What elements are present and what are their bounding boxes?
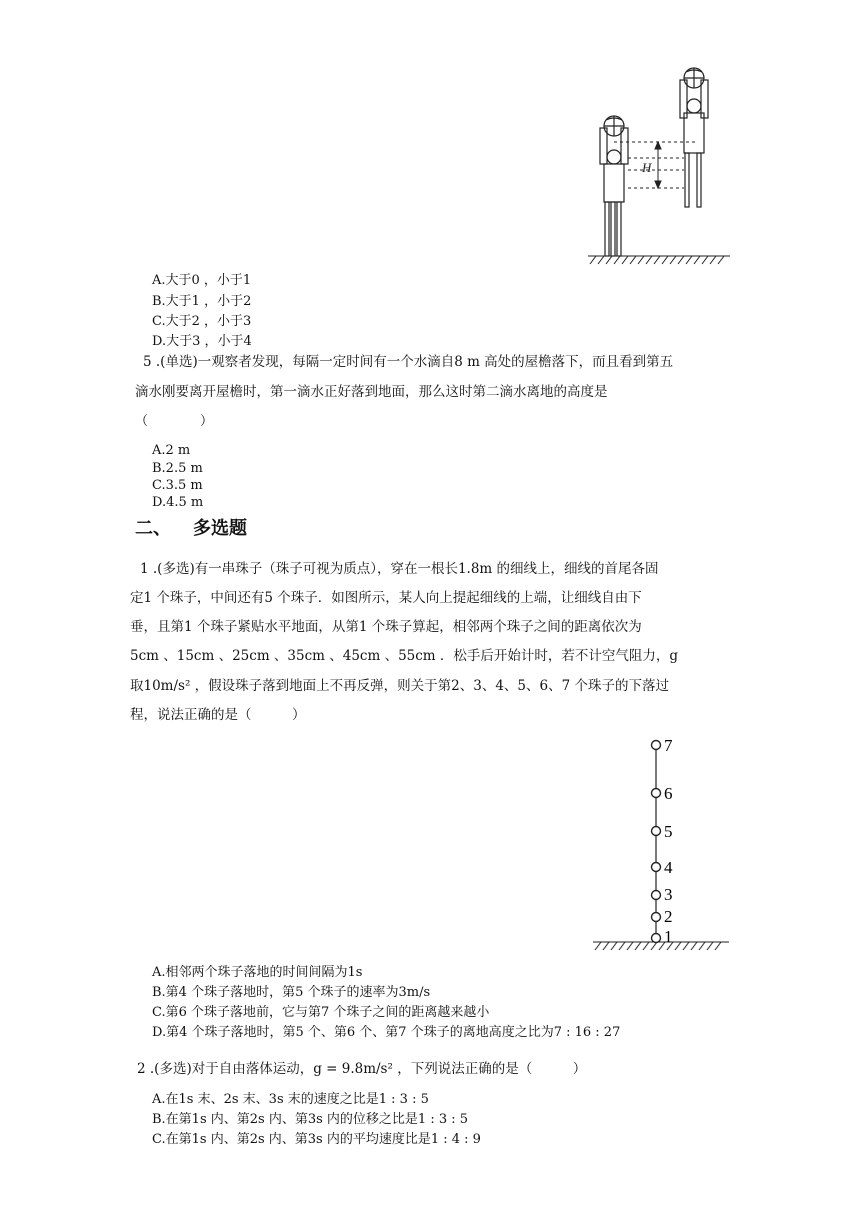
mq2-stem: 2 .(多选)对于自由落体运动，g = 9.8m/s² ，下列说法正确的是（ ） [137, 1061, 587, 1077]
height-label: H [642, 160, 652, 175]
mq1-stem-line5: 取10m/s² ，假设珠子落到地面上不再反弹，则关于第2、3、4、5、6、7 个珠子的下落过 [130, 678, 669, 694]
mq1-option-b: B.第4 个珠子落地时，第5 个珠子的速率为3m/s [152, 985, 431, 1000]
q5-stem-line1: 5 .(单选)一观察者发现，每隔一定时间有一个水滴自8 m 高处的屋檐落下，而且看到第五 [143, 354, 674, 370]
bead-2 [652, 913, 661, 922]
ground-hatch [588, 256, 730, 264]
bead-5 [652, 827, 661, 836]
q5-option-c: C.3.5 m [152, 478, 203, 493]
bead-7 [652, 741, 661, 750]
section-heading [135, 514, 269, 540]
mq1-option-d: D.第4 个珠子落地时，第5 个、第6 个、第7 个珠子的离地高度之比为7 : 16 : 27 [152, 1025, 621, 1040]
mq1-stem-line4: 5cm 、15cm 、25cm 、35cm 、45cm 、55cm ．松手后开始计时，若不计空气阻力，g [130, 648, 679, 664]
bead-label-2: 2 [664, 907, 673, 926]
bead-label-1: 1 [664, 927, 673, 946]
q4-option-b: B.大于1 ，小于2 [152, 294, 252, 309]
ground-hatch [593, 942, 729, 950]
bead-label-6: 6 [664, 784, 673, 803]
jump-figure [580, 60, 740, 270]
q4-option-c: C.大于2 ，小于3 [152, 314, 252, 329]
mq1-stem-line1: 1 .(多选)有一串珠子（珠子可视为质点），穿在一根长1.8m 的细线上，细线的首尾各固 [140, 561, 659, 577]
right-player [680, 68, 708, 207]
bead-3 [652, 891, 661, 900]
height-arrow [655, 142, 661, 188]
section-number: 二、 [135, 518, 171, 539]
q4-option-a: A.大于0 ，小于1 [152, 273, 252, 288]
bead-figure [585, 730, 735, 956]
mq2-option-a: A.在1s 末、2s 末、3s 末的速度之比是1 : 3 : 5 [152, 1092, 429, 1107]
bead-label-5: 5 [664, 822, 673, 841]
mq1-stem-line3: 垂，且第1 个珠子紧贴水平地面，从第1 个珠子算起，相邻两个珠子之间的距离依次为 [130, 619, 642, 635]
q5-option-b: B.2.5 m [152, 461, 203, 476]
left-player [600, 116, 628, 256]
bead-1 [652, 934, 661, 943]
mq1-option-c: C.第6 个珠子落地前，它与第7 个珠子之间的距离越来越小 [152, 1005, 490, 1020]
q5-stem-line2: 滴水刚要离开屋檐时，第一滴水正好落到地面，那么这时第二滴水离地的高度是 [135, 384, 608, 400]
q5-answer-paren: （ ） [135, 414, 214, 429]
bead-label-4: 4 [664, 858, 673, 877]
bead-label-3: 3 [664, 885, 673, 904]
q5-option-d: D.4.5 m [152, 495, 204, 510]
mq1-stem-line6: 程，说法正确的是（ ） [130, 707, 306, 723]
mq2-option-b: B.在第1s 内、第2s 内、第3s 内的位移之比是1 : 3 : 5 [152, 1112, 469, 1127]
mq1-option-a: A.相邻两个珠子落地的时间间隔为1s [152, 965, 363, 980]
bead-4 [652, 863, 661, 872]
section-title: 多选题 [193, 518, 247, 539]
bead-label-7: 7 [664, 736, 673, 755]
q5-option-a: A.2 m [152, 443, 191, 458]
mq2-option-c: C.在第1s 内、第2s 内、第3s 内的平均速度比是1 : 4 : 9 [152, 1132, 481, 1147]
q4-option-d: D.大于3 ，小于4 [152, 334, 252, 349]
mq1-stem-line2: 定1 个珠子，中间还有5 个珠子．如图所示，某人向上提起细线的上端，让细线自由下 [130, 590, 642, 606]
bead-6 [652, 789, 661, 798]
